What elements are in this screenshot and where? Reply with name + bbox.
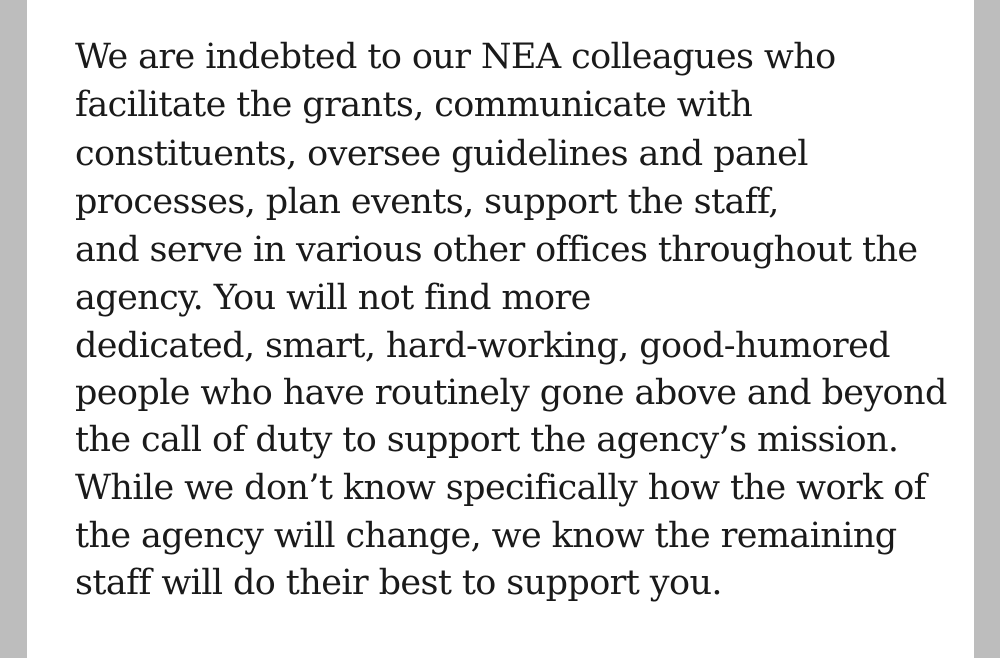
paragraph-line: and serve in various other offices throughout the: [75, 230, 918, 270]
paragraph-line: the call of duty to support the agency’s mission.: [75, 420, 899, 460]
paragraph-line: constituents, oversee guidelines and panel: [75, 134, 808, 174]
paragraph-line: While we don’t know specifically how the work of: [75, 468, 927, 508]
cut-off-next-paragraph: [75, 643, 775, 657]
document-page: [27, 0, 974, 658]
paragraph-line: agency. You will not find more: [75, 278, 591, 318]
paragraph-line: staff will do their best to support you.: [75, 563, 722, 603]
paragraph-line: people who have routinely gone above and beyond: [75, 373, 947, 413]
paragraph-line: We are indebted to our NEA colleagues who: [75, 37, 836, 77]
paragraph-line: facilitate the grants, communicate with: [75, 85, 753, 125]
paragraph-line: dedicated, smart, hard-working, good-humored: [75, 326, 890, 366]
paragraph-line: processes, plan events, support the staff,: [75, 182, 779, 222]
paragraph-line: the agency will change, we know the remaining: [75, 516, 897, 556]
